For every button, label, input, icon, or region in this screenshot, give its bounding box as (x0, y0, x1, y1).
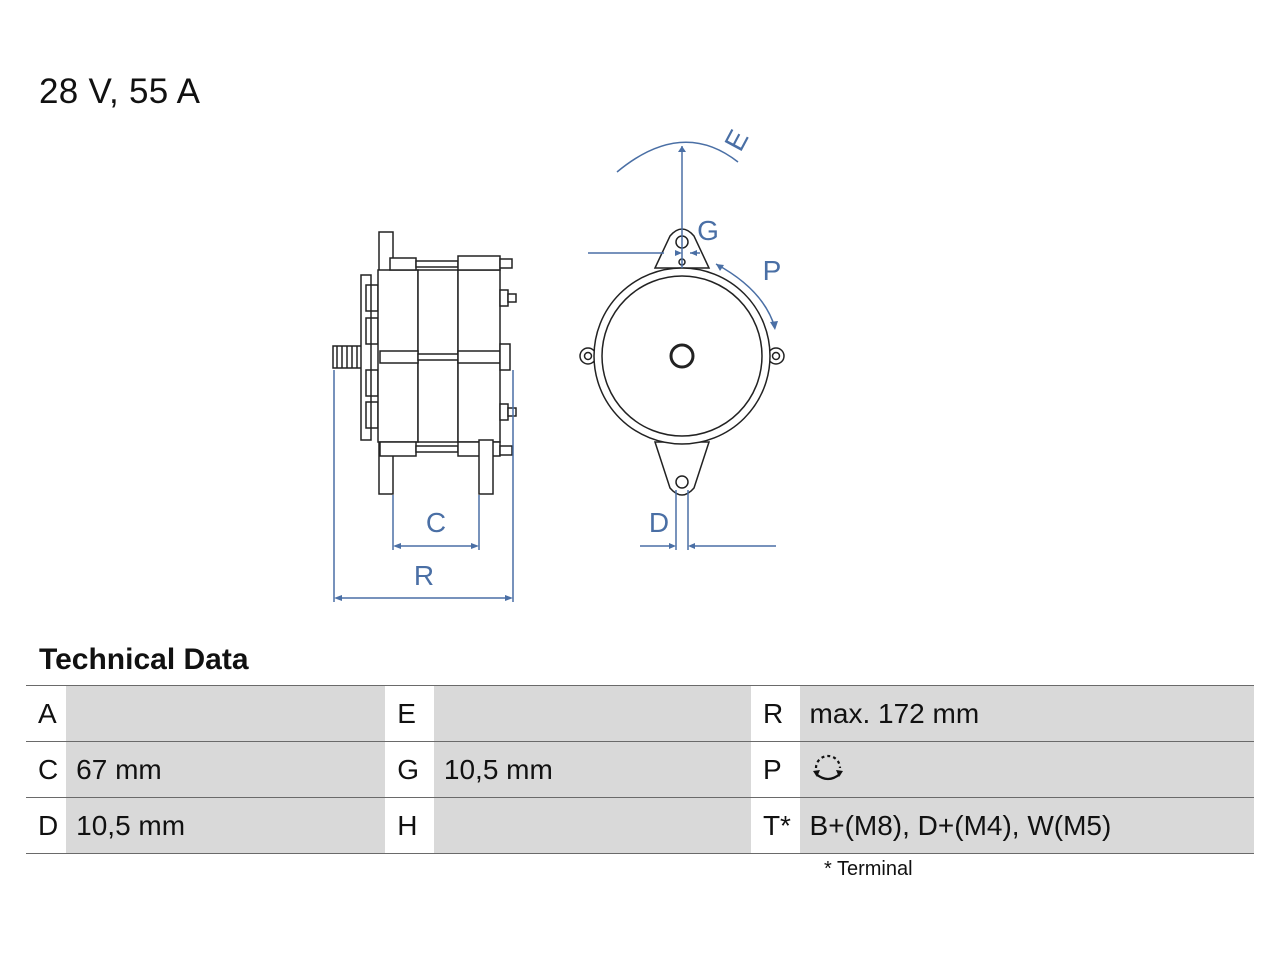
spec-key: C (26, 742, 66, 798)
spec-value (434, 798, 751, 854)
spec-value-rotation (800, 742, 1254, 798)
technical-data-table (26, 685, 1254, 854)
dimension-label-p: P (762, 255, 782, 286)
table-row (26, 798, 1254, 854)
spec-value: 10,5 mm (66, 798, 385, 854)
dimension-label-g: G (697, 215, 719, 246)
dimension-label-c: C (425, 507, 447, 538)
spec-key: G (385, 742, 434, 798)
spec-value: max. 172 mm (800, 686, 1254, 742)
spec-value (66, 686, 385, 742)
table-row (26, 742, 1254, 798)
dimension-label-e: E (718, 124, 755, 156)
spec-key: T* (751, 798, 800, 854)
front-view (580, 229, 784, 495)
side-view (333, 232, 516, 494)
rotation-both-directions-icon (810, 752, 846, 788)
spec-key: E (385, 686, 434, 742)
page-title: 28 V, 55 A (39, 72, 201, 111)
spec-key: A (26, 686, 66, 742)
spec-value: 10,5 mm (434, 742, 751, 798)
spec-value: B+(M8), D+(M4), W(M5) (800, 798, 1254, 854)
terminal-footnote: * Terminal (824, 858, 913, 880)
dimension-label-d: D (648, 507, 670, 538)
spec-key: P (751, 742, 800, 798)
spec-value: 67 mm (66, 742, 385, 798)
spec-value (434, 686, 751, 742)
dimension-label-r: R (413, 560, 435, 591)
spec-key: H (385, 798, 434, 854)
table-row (26, 686, 1254, 742)
section-heading: Technical Data (39, 643, 249, 676)
spec-key: D (26, 798, 66, 854)
spec-key: R (751, 686, 800, 742)
